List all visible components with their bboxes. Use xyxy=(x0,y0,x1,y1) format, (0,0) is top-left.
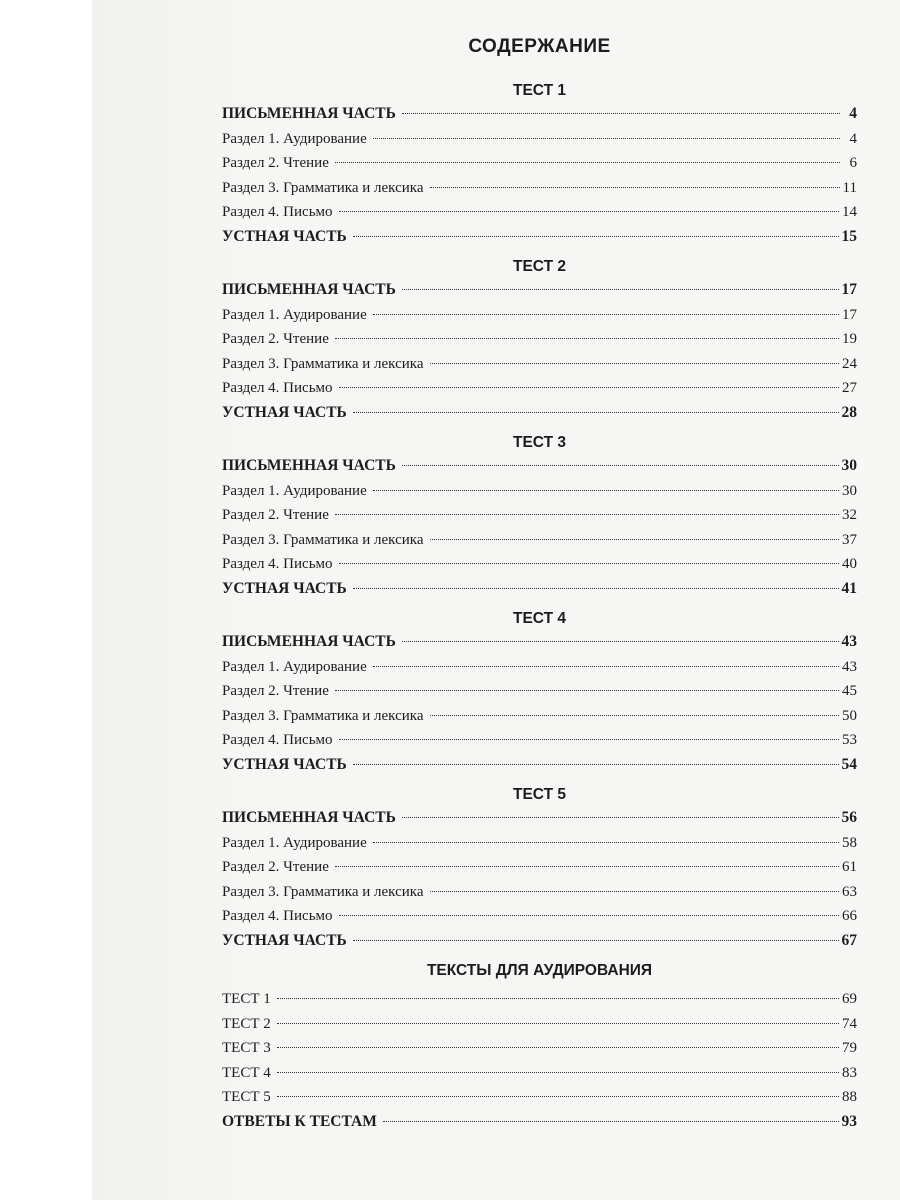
toc-entry-label: Раздел 3. Грамматика и лексика xyxy=(222,707,424,724)
toc-entry-label: ТЕСТ 2 xyxy=(222,1015,271,1032)
toc-entry xyxy=(222,833,857,853)
toc-entry-page-number: 4 xyxy=(849,105,857,122)
toc-entry xyxy=(222,104,857,124)
toc-entry xyxy=(222,882,857,902)
toc-entry-page-number: 88 xyxy=(842,1089,857,1106)
toc-entry-page-number: 19 xyxy=(842,331,857,348)
toc-entry-label: Раздел 4. Письмо xyxy=(222,380,333,397)
toc-entry-page-number: 30 xyxy=(841,457,857,474)
toc-entry-page-number: 17 xyxy=(841,281,857,298)
toc-entry-label: Раздел 3. Грамматика и лексика xyxy=(222,355,424,372)
dot-leader xyxy=(402,465,839,466)
toc-entry-page-number: 4 xyxy=(849,130,857,147)
dot-leader xyxy=(353,940,839,941)
dot-leader xyxy=(277,998,839,999)
test-heading: ТЕСТ 5 xyxy=(512,786,566,803)
toc-entry-label: ТЕСТ 5 xyxy=(222,1089,271,1106)
toc-entry xyxy=(222,153,857,173)
toc-entry-label: ТЕСТ 4 xyxy=(222,1064,271,1081)
dot-leader xyxy=(353,236,839,237)
toc-entry-label: Раздел 3. Грамматика и лексика xyxy=(222,179,424,196)
toc-entry-label: Раздел 1. Аудирование xyxy=(222,306,367,323)
toc-entry xyxy=(222,931,857,951)
dot-leader xyxy=(402,289,839,290)
toc-entry xyxy=(222,989,857,1009)
dot-leader xyxy=(335,514,839,515)
toc-entry xyxy=(222,755,857,775)
dot-leader xyxy=(339,211,839,212)
toc-entry xyxy=(222,554,857,574)
dot-leader xyxy=(373,314,839,315)
toc-entry xyxy=(222,808,857,828)
dot-leader xyxy=(402,113,840,114)
toc-entry-label: Раздел 2. Чтение xyxy=(222,683,329,700)
dot-leader xyxy=(339,739,839,740)
toc-entry xyxy=(222,857,857,877)
toc-entry-label: Раздел 1. Аудирование xyxy=(222,130,367,147)
dot-leader xyxy=(402,641,839,642)
toc-entry xyxy=(222,1038,857,1058)
test-heading: ТЕСТ 3 xyxy=(512,434,566,451)
toc-entry-label: Раздел 4. Письмо xyxy=(222,908,333,925)
listening-texts-heading: ТЕКСТЫ ДЛЯ АУДИРОВАНИЯ xyxy=(426,962,653,979)
toc-entry xyxy=(222,1014,857,1034)
dot-leader xyxy=(277,1023,839,1024)
toc-entry-label: Раздел 1. Аудирование xyxy=(222,658,367,675)
toc-entry-page-number: 54 xyxy=(841,756,857,773)
toc-entry xyxy=(222,1112,857,1132)
toc-entry xyxy=(222,305,857,325)
test-heading: ТЕСТ 2 xyxy=(512,258,566,275)
toc-entry xyxy=(222,906,857,926)
toc-entry-page-number: 53 xyxy=(842,732,857,749)
toc-entry xyxy=(222,403,857,423)
toc-entry xyxy=(222,632,857,652)
toc-entry xyxy=(222,178,857,198)
toc-entry-label: ПИСЬМЕННАЯ ЧАСТЬ xyxy=(222,457,396,474)
toc-entry-label: ПИСЬМЕННАЯ ЧАСТЬ xyxy=(222,281,396,298)
dot-leader xyxy=(430,715,839,716)
test-heading: ТЕСТ 4 xyxy=(512,610,566,627)
toc-entry xyxy=(222,378,857,398)
toc-entry-page-number: 79 xyxy=(842,1040,857,1057)
dot-leader xyxy=(373,138,840,139)
dot-leader xyxy=(277,1047,839,1048)
toc-entry-page-number: 63 xyxy=(842,883,857,900)
toc-entry xyxy=(222,730,857,750)
toc-entry-label: Раздел 2. Чтение xyxy=(222,507,329,524)
dot-leader xyxy=(335,162,840,163)
toc-entry-label: Раздел 4. Письмо xyxy=(222,204,333,221)
dot-leader xyxy=(430,891,839,892)
dot-leader xyxy=(335,338,839,339)
toc-entry xyxy=(222,329,857,349)
toc-entry-label: Раздел 2. Чтение xyxy=(222,331,329,348)
toc-entry-page-number: 24 xyxy=(842,355,857,372)
dot-leader xyxy=(335,690,839,691)
toc-entry-label: УСТНАЯ ЧАСТЬ xyxy=(222,228,347,245)
toc-entry-page-number: 41 xyxy=(841,580,857,597)
toc-entry-page-number: 17 xyxy=(842,306,857,323)
dot-leader xyxy=(430,187,840,188)
toc-entry-page-number: 37 xyxy=(842,531,857,548)
toc-entry-label: ТЕСТ 1 xyxy=(222,991,271,1007)
toc-entry-label: УСТНАЯ ЧАСТЬ xyxy=(222,932,347,949)
dot-leader xyxy=(353,764,839,765)
toc-entry-label: Раздел 4. Письмо xyxy=(222,732,333,749)
toc-entry-label: Раздел 2. Чтение xyxy=(222,155,329,172)
toc-entry xyxy=(222,481,857,501)
toc-entry-page-number: 15 xyxy=(841,228,857,245)
toc-entry-label: Раздел 1. Аудирование xyxy=(222,482,367,499)
dot-leader xyxy=(335,866,839,867)
toc-entry-label: Раздел 1. Аудирование xyxy=(222,834,367,851)
toc-entry-page-number: 66 xyxy=(842,908,857,925)
dot-leader xyxy=(402,817,839,818)
toc-entry xyxy=(222,1087,857,1107)
dot-leader xyxy=(373,666,839,667)
toc-entry-label: Раздел 3. Грамматика и лексика xyxy=(222,883,424,900)
toc-entry xyxy=(222,505,857,525)
toc-entry-page-number: 43 xyxy=(842,658,857,675)
dot-leader xyxy=(430,539,839,540)
toc-entry xyxy=(222,129,857,149)
toc-entry-page-number: 83 xyxy=(842,1064,857,1081)
toc-entry-page-number: 14 xyxy=(842,204,857,221)
toc-entry-page-number: 30 xyxy=(842,482,857,499)
dot-leader xyxy=(383,1121,839,1122)
page-title: СОДЕРЖАНИЕ xyxy=(468,36,611,57)
dot-leader xyxy=(277,1096,839,1097)
toc-entry-page-number: 50 xyxy=(842,707,857,724)
toc-entry-page-number: 45 xyxy=(842,683,857,700)
dot-leader xyxy=(430,363,839,364)
toc-entry xyxy=(222,1063,857,1083)
toc-entry-label: ПИСЬМЕННАЯ ЧАСТЬ xyxy=(222,809,396,826)
toc-entry-page-number: 58 xyxy=(842,834,857,851)
toc-entry xyxy=(222,227,857,247)
toc-entry xyxy=(222,280,857,300)
toc-entry-page-number: 6 xyxy=(849,155,857,172)
toc-entry-page-number: 43 xyxy=(841,633,857,650)
dot-leader xyxy=(277,1072,839,1073)
toc-entry-label: ПИСЬМЕННАЯ ЧАСТЬ xyxy=(222,105,396,122)
toc-entry-label: УСТНАЯ ЧАСТЬ xyxy=(222,756,347,773)
dot-leader xyxy=(339,563,839,564)
toc-entry-label: Раздел 3. Грамматика и лексика xyxy=(222,531,424,548)
toc-entry-page-number: 27 xyxy=(842,380,857,397)
toc-entry-label: Раздел 4. Письмо xyxy=(222,556,333,573)
toc-entry-page-number: 61 xyxy=(842,859,857,876)
dot-leader xyxy=(353,588,839,589)
dot-leader xyxy=(339,915,839,916)
toc-entry xyxy=(222,706,857,726)
toc-entry xyxy=(222,579,857,599)
toc-entry-page-number: 32 xyxy=(842,507,857,524)
dot-leader xyxy=(373,842,839,843)
book-page xyxy=(92,0,900,1200)
toc-entry-label: ПИСЬМЕННАЯ ЧАСТЬ xyxy=(222,633,396,650)
toc-entry xyxy=(222,681,857,701)
toc-entry xyxy=(222,456,857,476)
toc-entry-page-number: 93 xyxy=(841,1113,857,1130)
test-heading: ТЕСТ 1 xyxy=(512,82,566,99)
toc-entry xyxy=(222,354,857,374)
dot-leader xyxy=(339,387,839,388)
toc-entry-page-number: 40 xyxy=(842,556,857,573)
toc-entry-page-number: 28 xyxy=(841,404,857,421)
toc-entry-label: УСТНАЯ ЧАСТЬ xyxy=(222,404,347,421)
toc-entry-page-number: 11 xyxy=(842,179,857,196)
toc-entry-page-number: 67 xyxy=(841,932,857,949)
toc-entry xyxy=(222,657,857,677)
dot-leader xyxy=(353,412,839,413)
toc-entry-page-number: 74 xyxy=(842,1015,857,1032)
toc-entry-label: ОТВЕТЫ К ТЕСТАМ xyxy=(222,1113,377,1130)
toc-entry xyxy=(222,202,857,222)
toc-entry-label: ТЕСТ 3 xyxy=(222,1040,271,1057)
toc-entry-label: Раздел 2. Чтение xyxy=(222,859,329,876)
toc-entry-label: УСТНАЯ ЧАСТЬ xyxy=(222,580,347,597)
toc-entry-page-number: 69 xyxy=(842,991,857,1007)
toc-entry xyxy=(222,530,857,550)
dot-leader xyxy=(373,490,839,491)
toc-entry-page-number: 56 xyxy=(841,809,857,826)
